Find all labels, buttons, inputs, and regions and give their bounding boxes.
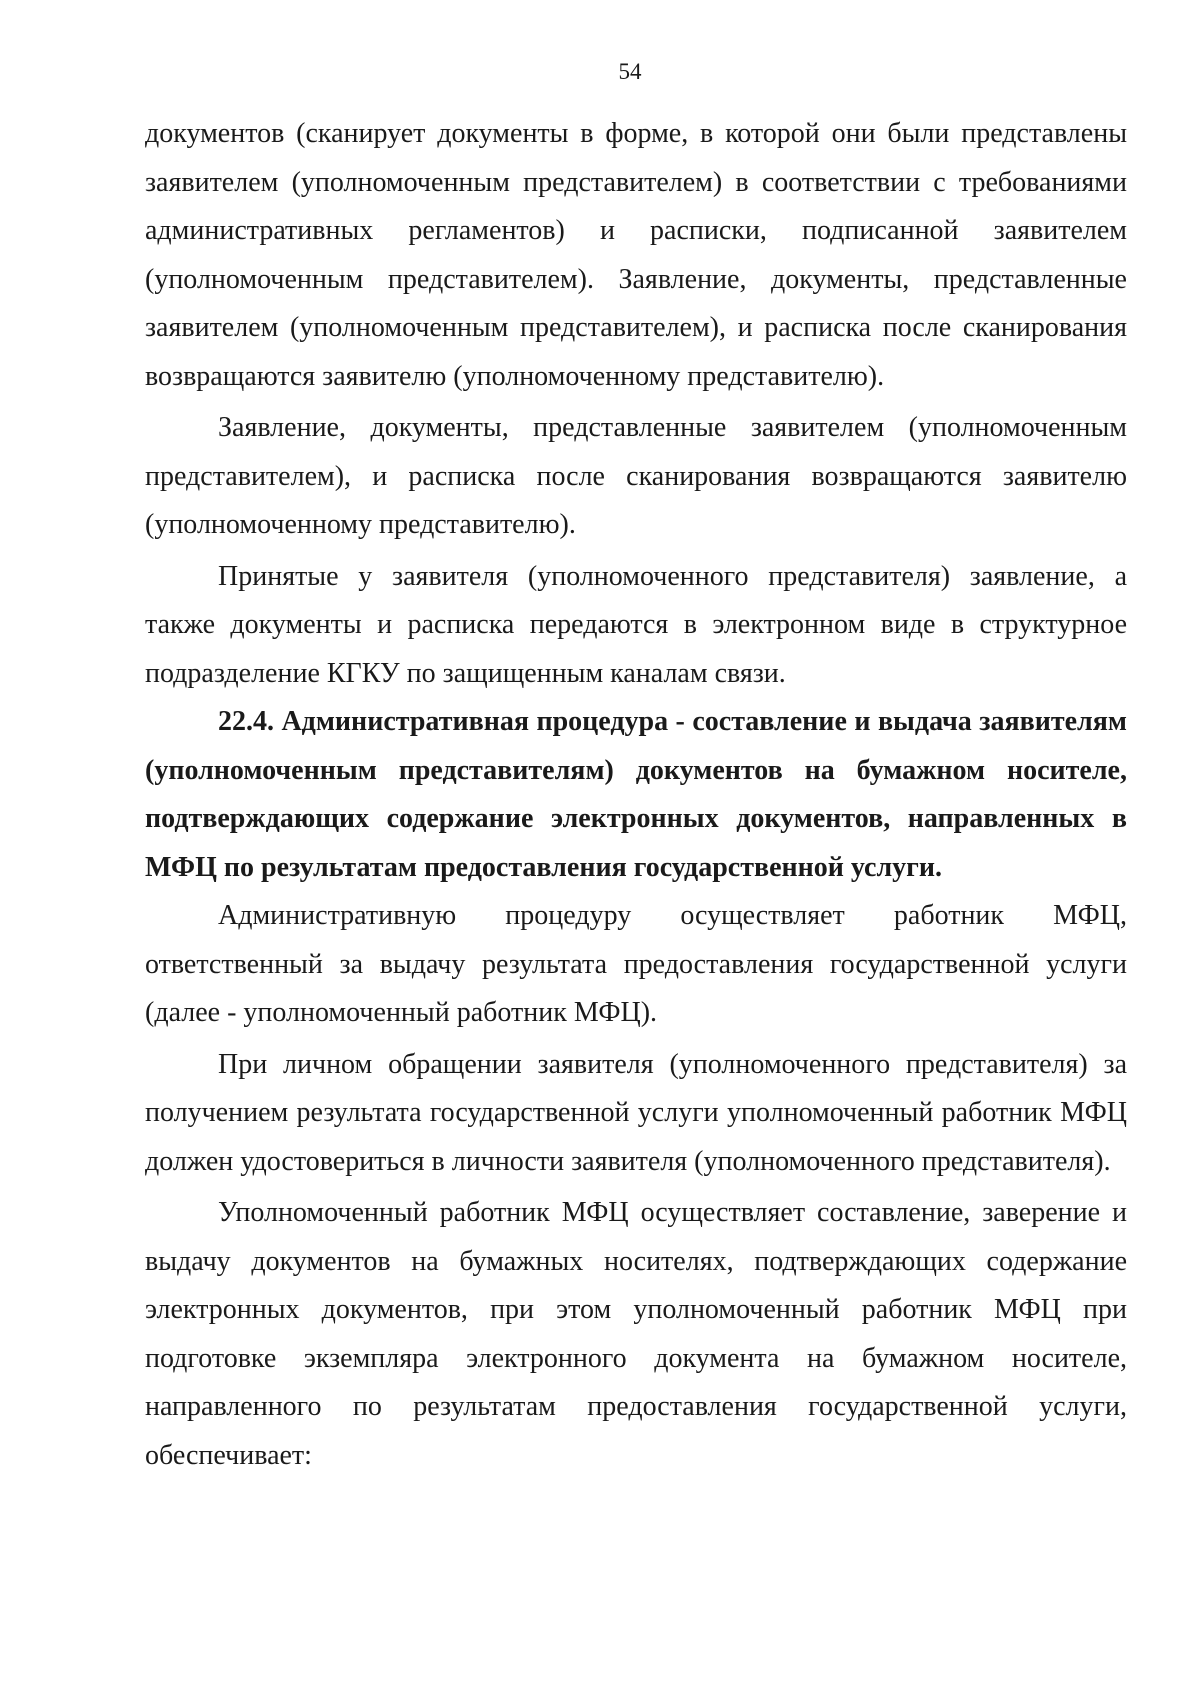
paragraph-paper-documents: Уполномоченный работник МФЦ осуществляет составление, заверение и выдачу документов на бумажных носителях, подтверждающих содержание электронных документов, при этом уполномоченный работник МФЦ при подготовке экземпляра электронного документа на бумажном носителе, направленного по результатам предоставления государственной услуги, обеспечивает: [145,1197,1127,1471]
paragraph-scanning-continuation: документов (сканирует документы в форме, в которой они были представлены заявителем (уполномоченным представителем) в соответствии с требованиями административных регламентов) и расписки, подписанной заявителем (уполномоченным представителем). Заявление, документы, представленные заявителем (уполномоченным представителем), и расписка после сканирования возвращаются заявителю (уполномоченному представителю). [145,118,1127,392]
section-heading-22-4: 22.4. Административная процедура - составление и выдача заявителям (уполномоченным представителям) документов на бумажном носителе, подтверждающих содержание электронных документов, направленных в МФЦ по результатам предоставления государственной услуги. [145,706,1127,883]
paragraph-identity-verification: При личном обращении заявителя (уполномоченного представителя) за получением результата государственной услуги уполномоченный работник МФЦ должен удостовериться в личности заявителя (уполномоченного представителя). [145,1048,1127,1177]
paragraph-responsible-worker: Административную процедуру осуществляет работник МФЦ, ответственный за выдачу результата предоставления государственной услуги (далее - уполномоченный работник МФЦ). [145,900,1127,1028]
document-body [145,110,1127,1480]
page-number: 54 [618,59,642,84]
paragraph-electronic-transfer: Принятые у заявителя (уполномоченного представителя) заявление, а также документы и расписка передаются в электронном виде в структурное подразделение КГКУ по защищенным каналам связи. [145,560,1127,689]
paragraph-documents-returned: Заявление, документы, представленные заявителем (уполномоченным представителем), и расписка после сканирования возвращаются заявителю (уполномоченному представителю). [145,412,1127,540]
